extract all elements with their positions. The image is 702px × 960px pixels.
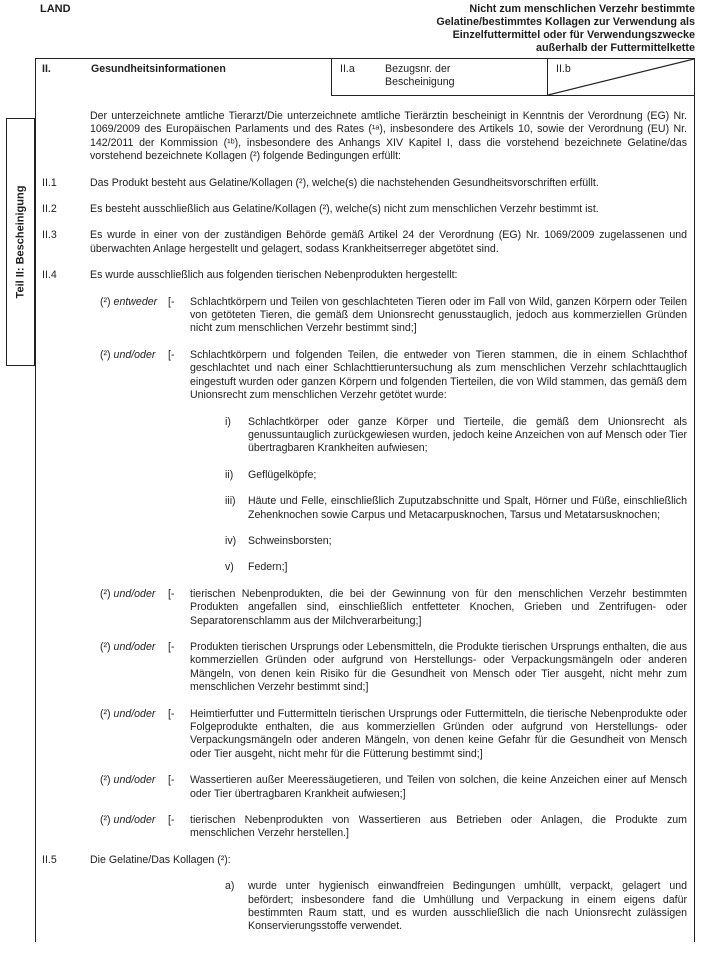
option-text: Schlachtkörpern und Teilen von geschlachteten Tieren oder im Fall von Wild, ganzen Körpern oder Teilen von getöteten Tieren, die gemäß dem Unionsrecht genusstauglich, jedoch aus kommerziellen Gründen nicht zum menschlichen Verzehr bestimmt sind;]	[190, 295, 687, 335]
option-text: Wassertieren außer Meeressäugetieren, und Teilen von solchen, die keine Anzeichen einer auf Mensch oder Tier übertragbaren Krankheit aufwiesen;]	[190, 774, 687, 800]
roman-marker: iii)	[225, 495, 236, 508]
section-text: Es wurde ausschließlich aus folgenden tierischen Nebenprodukten hergestellt:	[90, 269, 458, 282]
option-marker	[90, 774, 168, 801]
roman-item-iii	[225, 495, 687, 522]
footnote-ref: (²)	[100, 814, 111, 827]
roman-item-i	[225, 416, 687, 456]
certificate-body	[36, 96, 694, 947]
option-marker	[90, 588, 168, 628]
intro-paragraph-row	[42, 110, 687, 164]
iia-number: II.a	[340, 63, 355, 75]
document-title	[436, 3, 695, 55]
option-undoder-5	[90, 774, 687, 801]
option-marker	[90, 349, 168, 575]
option-text: tierischen Nebenprodukten, die bei der Gewinnung von für den menschlichen Verzehr bestimmten Produkten angefallen sind, einschließlich entfetteter Knochen, Grieben und Zentrifugen- oder Separatorenschlamm aus der Milchverarbeitung;]	[190, 587, 687, 627]
option-marker	[90, 641, 168, 695]
option-word: und/oder	[113, 814, 156, 827]
footnote-ref: (²)	[100, 295, 111, 308]
roman-list	[225, 416, 687, 575]
roman-item-ii	[225, 469, 687, 482]
section-label: II.4	[42, 269, 57, 282]
option-marker	[90, 708, 168, 762]
alpha-list	[225, 880, 687, 934]
section-text: Das Produkt besteht aus Gelatine/Kollagen (²), welche(s) die nachstehenden Gesundheitsvorschriften erfüllt.	[90, 176, 599, 189]
footnote-ref: (²)	[100, 587, 111, 600]
country-field-label: LAND	[40, 3, 71, 15]
alpha-text: wurde unter hygienisch einwandfreien Bedingungen umhüllt, verpackt, gelagert und befördert; insbesondere fand die Umhüllung und Verpackung in einem eigens dafür bestimmten Raum statt, und es wurden ausschließlich die nach Unionsrecht zulässigen Konservierungsstoffe verwendet.	[248, 880, 687, 933]
section-number: II.	[42, 63, 51, 75]
option-bracket: [-	[168, 348, 175, 361]
reference-label-line1: Bezugsnr. der	[385, 63, 451, 75]
health-information-header-cell	[36, 59, 332, 96]
document-title-line: Gelatine/bestimmtes Kollagen zur Verwendung als	[436, 16, 695, 28]
option-bracket: [-	[168, 587, 175, 600]
reference-label-line2: Bescheinigung	[385, 76, 455, 88]
roman-text: Geflügelköpfe;	[248, 468, 317, 481]
document-title-line: außerhalb der Futtermittelkette	[536, 42, 695, 54]
option-word: und/oder	[113, 587, 156, 600]
footnote-ref: (²)	[100, 707, 111, 720]
roman-item-v	[225, 561, 687, 574]
option-bracket: [-	[168, 295, 175, 308]
roman-text: Schweinsborsten;	[248, 534, 332, 547]
option-undoder-2	[90, 588, 687, 628]
certificate-table	[35, 58, 695, 942]
option-word: und/oder	[113, 707, 156, 720]
intro-paragraph: Der unterzeichnete amtliche Tierarzt/Die unterzeichnete amtliche Tierärztin bescheinigt in Kenntnis der Verordnung (EG) Nr. 1069/2009 des Europäischen Parlaments und des Rates (¹ᵃ), insbesondere des Artikels 10, sowie der Verordnung (EU) Nr. 142/2011 der Kommission (¹ᵇ), insbesondere des Anhangs XIV Kapitel I, dass die vorstehend bezeichnete Gelatine/das vorstehend bezeichnete Kollagen (²) folgende Bedingungen erfüllt:	[90, 110, 687, 163]
section-label: II.2	[42, 203, 57, 216]
roman-text: Federn;]	[248, 561, 288, 574]
option-word: und/oder	[113, 348, 156, 361]
option-body	[190, 349, 687, 575]
option-bracket: [-	[168, 640, 175, 653]
option-word: entweder	[113, 295, 158, 308]
option-word: und/oder	[113, 774, 156, 787]
table-header-row	[36, 59, 694, 96]
section-label: II.5	[42, 853, 57, 866]
footnote-ref: (²)	[100, 348, 111, 361]
option-text: tierischen Nebenprodukten von Wassertieren aus Betrieben oder Anlagen, die Produkte zum menschlichen Verzehr herstellen.]	[190, 814, 687, 840]
part-ii-sidebar-label-box	[6, 118, 35, 366]
option-undoder-3	[90, 641, 687, 695]
option-word: und/oder	[113, 640, 156, 653]
option-undoder-1	[90, 349, 687, 575]
option-entweder	[90, 296, 687, 336]
footnote-ref: (²)	[100, 774, 111, 787]
option-marker	[90, 296, 168, 336]
section-ii3	[42, 229, 687, 256]
option-text: Heimtierfutter und Futtermitteln tierischen Ursprungs oder Futtermitteln, die tierische Nebenprodukte oder Folgeprodukte enthalten, die aus kommerziellen Gründen oder aufgrund von Herstellungs- oder Verpackungsmängeln oder anderen Mängeln, von denen keine Gefahr für die Gesundheit von Mensch oder Tier ausgeht, nicht mehr für die Fütterung bestimmt sind;]	[190, 707, 687, 760]
section-label: II.3	[42, 229, 57, 242]
section-text: Es besteht ausschließlich aus Gelatine/Kollagen (²), welche(s) nicht zum menschlichen Verzehr bestimmt ist.	[90, 203, 599, 216]
roman-text: Schlachtkörper oder ganze Körper und Tierteile, die gemäß dem Unionsrecht als genussuntauglich zurückgewiesen wurden, jedoch keine Anzeichen von auf Mensch oder Tier übertragbaren Krankheiten aufwiesen;	[248, 415, 687, 455]
section-label	[42, 110, 90, 164]
iib-number: II.b	[556, 63, 571, 75]
alpha-marker: a)	[225, 880, 235, 893]
roman-item-iv	[225, 535, 687, 548]
alpha-item-a	[225, 880, 687, 934]
footnote-ref: (²)	[100, 640, 111, 653]
part-ii-sidebar-label: Teil II: Bescheinigung	[13, 185, 26, 299]
section-text: Es wurde in einer von der zuständigen Behörde gemäß Artikel 24 der Verordnung (EG) Nr. 1069/2009 zugelassenen und überwachten Anlage hergestellt und gelagert, sodass Krankheitserreger abgetötet sind.	[90, 229, 687, 255]
document-title-line: Einzelfuttermittel oder für Verwendungszwecke	[452, 29, 695, 41]
reference-number-label	[385, 63, 455, 95]
option-bracket: [-	[168, 814, 175, 827]
option-text: Produkten tierischen Ursprungs oder Lebensmitteln, die Produkte tierischen Ursprungs enthalten, die aus kommerziellen Gründen oder aufgrund von Herstellungs- oder Verpackungsmängeln oder anderen Mängeln, von denen kein Risiko für die Gesundheit von Mensch oder Tier ausgeht, nicht mehr zum menschlichen Verzehr bestimmt sind;]	[190, 640, 687, 694]
roman-marker: ii)	[225, 468, 234, 481]
section-text: Die Gelatine/Das Kollagen (²):	[90, 853, 231, 866]
roman-marker: i)	[225, 415, 231, 428]
option-text: Schlachtkörpern und folgenden Teilen, die entweder von Tieren stammen, die in einem Schlachthof geschlachtet und nach einer Schlachttieruntersuchung als zum menschlichen Verzehr schlachttauglich eingestuft wurden oder ganzen Körpern und folgenden Tierteilen, die von Wild stammen, das gemäß dem Unionsrecht zum menschlichen Verzehr getötet wurde:	[190, 348, 687, 402]
section-title: Gesundheitsinformationen	[91, 63, 226, 75]
section-ii2	[42, 203, 687, 216]
section-ii4	[42, 269, 687, 841]
roman-marker: v)	[225, 561, 234, 574]
option-undoder-6	[90, 814, 687, 841]
option-undoder-4	[90, 708, 687, 762]
section-ii4-content	[90, 269, 687, 841]
roman-marker: iv)	[225, 534, 237, 547]
option-bracket: [-	[168, 707, 175, 720]
section-ii1	[42, 177, 687, 190]
document-title-line: Nicht zum menschlichen Verzehr bestimmte	[469, 3, 695, 15]
roman-text: Häute und Felle, einschließlich Zuputzabschnitte und Spalt, Hörner und Füße, einschließlich Zehenknochen sowie Carpus und Metacarpusknochen, Tarsus und Metatarsusknochen;	[248, 495, 687, 521]
option-bracket: [-	[168, 774, 175, 787]
section-ii5-content	[90, 854, 687, 947]
section-label: II.1	[42, 176, 57, 189]
section-ii5	[42, 854, 687, 947]
reference-number-cell	[332, 59, 548, 96]
iib-cell	[548, 59, 694, 96]
option-marker	[90, 814, 168, 841]
